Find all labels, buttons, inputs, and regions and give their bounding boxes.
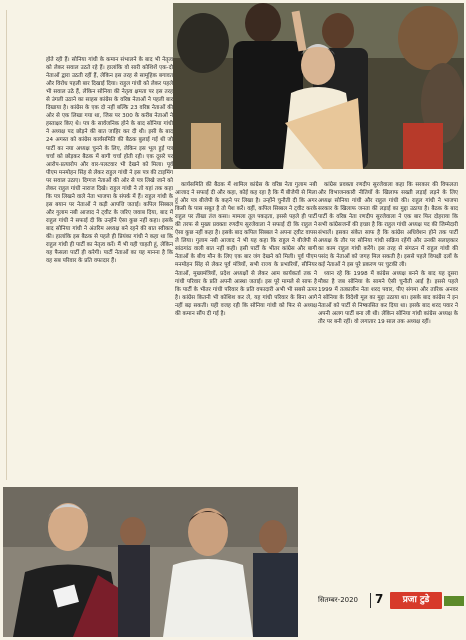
photo-bottom-illustration [3,487,298,637]
photo-top-illustration [173,3,464,169]
footer-divider [370,593,371,608]
footer-accent-bar [444,596,464,606]
article-column-1 [46,56,173,483]
margin-rule [6,10,7,480]
col2-paragraph: कार्यसमिति की बैठक में शामिल कांग्रेस के वरिष्ठ नेता गुलाम नबी आजाद ने सफाई दी और कहा, कोई कह रहा है कि मैं बीजेपी से मिला हूं और पत्र बीजेपी के कहने पर लिखा है। उन्होंने चुनौती दी कि अगर किसी के पास सबूत है तो पेश करें। वहीं, कपिल सिब्बल ने ट्वीट करके राहुल पर तीखा तंज कसा। मामला तूल पकड़ता, इससे पहले ही पार्टी की तरफ से मुख्य प्रवक्ता रणदीप सुरजेवाला ने सफाई दी कि राहुल ने ऐसा कुछ नहीं कहा है। इसके बाद कपिल सिब्बल ने अपना ट्वीट वापस ले लिया। गुलाम नबी आजाद ने भी यह कहा कि राहुल ने बीजेपी से सांठगांठ वाली बात नहीं कही। इसी पार्टी के भीतर कांग्रेस और बागी नेताओं के बीच मौन के लिए एक बार जंग देखने को मिली। पूर्व पीएम मनमोहन सिंह से लेकर पूर्व मंत्रियों, सभी राज्य के प्रभारियों, सीनियर नेताओं, मुख्यमंत्रियों, प्रदेश अध्यक्षों से लेकर आम कार्यकर्ता तक ने गांधी परिवार के प्रति अपनी आस्था जताई। इस पूरे मामले से साफ है कि पार्टी के भीतर गांधी परिवार के प्रति वफादारी अभी भी सबसे ऊपर है। कांग्रेस कितनी भी कोशिश कर ले, यह गांधी परिवार के बिना आगे नहीं बढ़ सकती। यही वजह रही कि सोनिया गांधी को फिर से अध्यक्ष की कमान सौंप दी गई है। [175,182,317,317]
photo-sonia-gandhi-crowd [173,3,464,169]
col1-paragraph: होते रही हैं। सोनिया गांधी के कमान संभालने के बाद भी नेतृत्व को लेकर सवाल उठते रहे हैं। हालांकि वो सारी कोशिशें एक-दो नेताओं द्वारा उठती रहीं हैं, लेकिन इस तरह से सामूहिक बगावत और विरोध पहली बार दिखाई दिया। राहुल गांधी को लेकर पहले भी सवाल उठे हैं, लेकिन सोनिया की नेतृत्व क्षमता पर इस तरह से उंगली उठाने का साहस कांग्रेस के वरिष्ठ नेताओं ने पहली बार दिखाया है। कांग्रेस के एक दो नहीं बल्कि 23 वरिष्ठ नेताओं की ओर से एक लिखा गया था, जिस पर 300 के करीब नेताओं ने हस्ताक्षर किए थे। पत्र के सार्वजनिक होने के बाद सोनिया गांधी ने अध्यक्ष पद छोड़ने की बात जाहिर कर दी थी। इसी के बाद 24 अगस्त को कांग्रेस कार्यसमिति की बैठक बुलाई गई थी जो पार्टी का नया अध्यक्ष चुनने के लिए, लेकिन इस भूल हुई पत्र चर्चा को छोड़कर बैठक में बागी चर्चा होती रही। एक दूसरे पर आरोप-प्रत्यारोप और वार-पलटवार भी देखने को मिला। पूर्व पीएम मनमोहन सिंह से लेकर राहुल गांधी ने इस पत्र की टाइमिंग पर सवाल उठाए। दिग्गज नेताओं की ओर से पत्र लिखे जाने को लेकर राहुल गांधी नाराज दिखे। राहुल गांधी ने तो यहां तक कहा कि पत्र लिखने वाले नेता भाजपा के संपर्क में हैं। राहुल गांधी के इस बयान पर नेताओं ने कड़ी आपत्ति जताई। कपिल सिब्बल और गुलाम नबी आजाद ने ट्वीट के जरिए जवाब दिया, बाद में राहुल गांधी ने सफाई दी कि उन्होंने ऐसा कुछ नहीं कहा। इसके बाद सोनिया गांधी ने अंतरिम अध्यक्ष बने रहने की बात स्वीकार की। हालांकि इस बैठक से पहले ही प्रियंका गांधी ने कहा था कि राहुल गांधी ही पार्टी का नेतृत्व करें। मैं भी यही चाहती हूं, लेकिन यह फैसला पार्टी ही करेगी। पार्टी नेताओं का यह मानना है कि वह सब परिवार के प्रति वफादार हैं। [46,57,173,265]
article-column-3 [318,181,458,592]
col3-paragraph-2: ध्यान रहे कि 1998 में कांग्रेस अध्यक्ष बनने के बाद यह दूसरा मौका है जब सोनिया के सामने ऐसी चुनौती आई है। इससे पहले 1999 में तत्कालीन नेता शरद पवार, पीए संगमा और तारिक अनवर ने सोनिया के विदेशी मूल का मुद्दा उठाया था। इसके बाद कांग्रेस ने इन नेताओं को पार्टी से निष्कासित कर दिया था। इसके बाद शरद पवार ने अपनी अलग पार्टी बना ली थी। लेकिन सोनिया गांधी कांग्रेस अध्यक्ष के तौर पर बनी रहीं। वो लगातार 19 साल तक अध्यक्ष रहीं। [318,270,458,325]
page-footer [318,592,464,610]
issue-date: सितम्बर-2020 [318,596,359,604]
magazine-brand: प्रजा टुडे [390,592,442,609]
photo-sonia-rahul-gandhi [3,487,298,637]
page-number: 7 [375,592,384,606]
col3-paragraph-1: कांग्रेस प्रवक्ता रणदीप सुरजेवाला कहा कि सरकार की विफलता और विभाजनकारी नीतियों के खिलाफ सख्ती लड़ाई लड़ने के लिए अध्यक्ष सोनिया गांधी और राहुल गांधी की। राहुल गांधी ने भाजपा सरकार के खिलाफ जनता की लड़ाई का मुद्दा उठाया है। बैठक के बाद पार्टी के वरिष्ठ नेता रणदीप सुरजेवाला ने एक बार फिर दोहराया कि सभी कांग्रेसजनों की इच्छा है कि राहुल गांधी अध्यक्ष पद की जिम्मेदारी संभालें। इसका संकेत साफ है कि कांग्रेस अधिवेशन होने तक पार्टी अध्यक्ष के तौर पर सोनिया गांधी सक्रिय रहेंगी और उनकी सलाहकार का काम राहुल गांधी करेंगे। इस तरह से संगठन में राहुल गांधी की पसंद के नेताओं को जगह मिल सकती है। इससे पहले विपक्षी दलों के कई नेताओं ने इस पूरे प्रकरण पर चुटकी ली। [318,182,458,269]
